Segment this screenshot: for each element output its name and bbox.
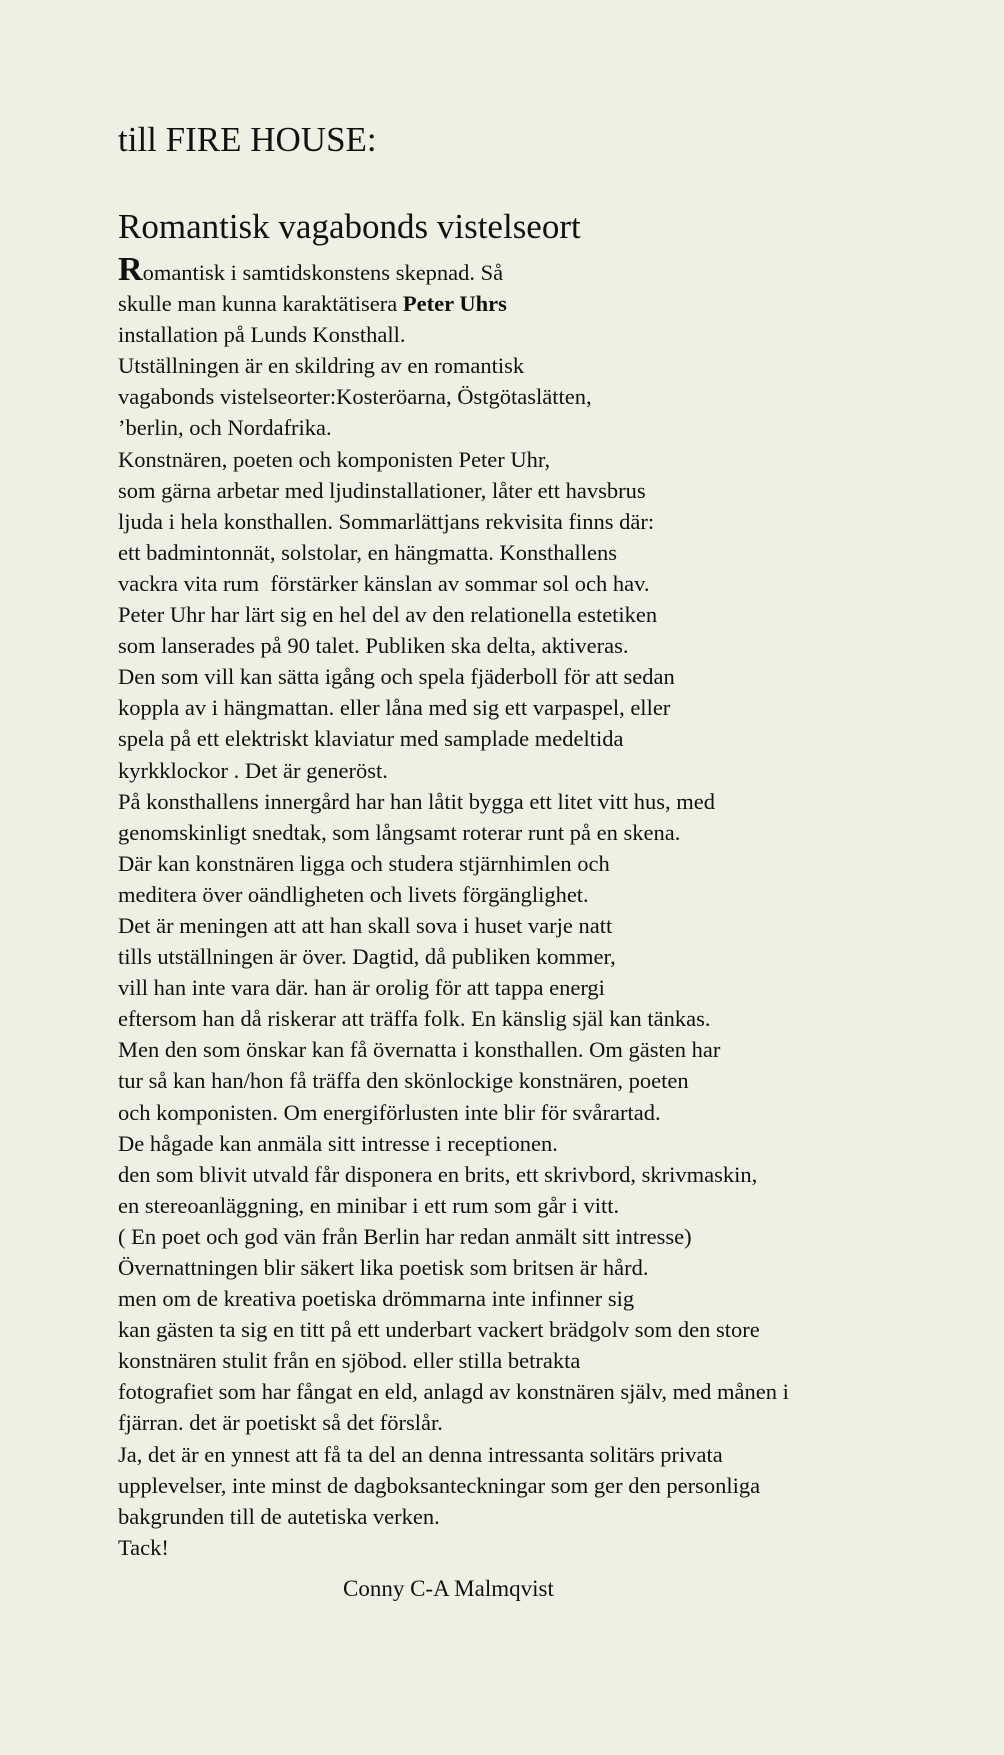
body-line: tills utställningen är över. Dagtid, då publiken kommer, <box>118 944 616 970</box>
body-line: meditera över oändligheten och livets förgänglighet. <box>118 881 589 907</box>
drop-cap: R <box>118 251 143 288</box>
recipient-heading: till FIRE HOUSE: <box>118 120 377 159</box>
article-title: Romantisk vagabonds vistelseort <box>118 207 581 246</box>
second-line-text: skulle man kunna karaktätisera <box>118 291 403 317</box>
body-line: ’berlin, och Nordafrika. <box>118 415 332 441</box>
body-line: genomskinligt snedtak, som långsamt roterar runt på en skena. <box>118 819 681 845</box>
body-line: Där kan konstnären ligga och studera stjärnhimlen och <box>118 850 610 876</box>
body-line-2 <box>118 288 978 319</box>
body-line: fjärran. det är poetiskt så det förslår. <box>118 1410 443 1436</box>
body-line: spela på ett elektriskt klaviatur med samplade medeltida <box>118 726 624 752</box>
body-line: koppla av i hängmattan. eller låna med sig ett varpaspel, eller <box>118 695 671 721</box>
body-line: den som blivit utvald får disponera en brits, ett skrivbord, skrivmaskin, <box>118 1161 758 1187</box>
body-line: en stereoanläggning, en minibar i ett rum som går i vitt. <box>118 1192 620 1218</box>
body-line: ett badmintonnät, solstolar, en hängmatta. Konsthallens <box>118 539 617 565</box>
body-line: Det är meningen att att han skall sova i huset varje natt <box>118 912 613 938</box>
body-line: installation på Lunds Konsthall. <box>118 322 406 348</box>
body-line: vill han inte vara där. han är orolig för att tappa energi <box>118 975 605 1001</box>
body-line-1 <box>118 251 978 288</box>
body-line: upplevelser, inte minst de dagboksanteckningar som ger den personliga <box>118 1472 761 1498</box>
body-line: Peter Uhr har lärt sig en hel del av den relationella estetiken <box>118 602 658 628</box>
body-line: som gärna arbetar med ljudinstallationer, låter ett havsbrus <box>118 477 646 503</box>
first-line-text: omantisk i samtidskonstens skepnad. Så <box>142 260 504 285</box>
body-line: kan gästen ta sig en titt på ett underbart vackert brädgolv som den store <box>118 1317 760 1343</box>
body-line: eftersom han då riskerar att träffa folk. En känslig själ kan tänkas. <box>118 1006 711 1032</box>
body-line: konstnären stulit från en sjöbod. eller stilla betrakta <box>118 1348 581 1374</box>
body-line: tur så kan han/hon få träffa den skönlockige konstnären, poeten <box>118 1068 689 1094</box>
body-line: Övernattningen blir säkert lika poetisk som britsen är hård. <box>118 1255 649 1280</box>
body-line: ( En poet och god vän från Berlin har redan anmält sitt intresse) <box>118 1223 692 1249</box>
body-lines <box>118 319 978 1563</box>
article-body <box>118 251 978 1563</box>
body-line: som lanserades på 90 talet. Publiken ska delta, aktiveras. <box>118 633 629 659</box>
body-line: vagabonds vistelseorter:Kosteröarna, Östgötaslätten, <box>118 384 592 410</box>
signature: Conny C-A Malmqvist <box>343 1576 554 1601</box>
body-line: Konstnären, poeten och komponisten Peter Uhr, <box>118 446 551 472</box>
body-line: bakgrunden till de autetiska verken. <box>118 1503 440 1529</box>
body-line: vackra vita rum förstärker känslan av sommar sol och hav. <box>118 570 650 596</box>
body-line: kyrkklockor . Det är generöst. <box>118 757 388 783</box>
body-line: men om de kreativa poetiska drömmarna inte infinner sig <box>118 1286 635 1312</box>
body-line: ljuda i hela konsthallen. Sommarlättjans rekvisita finns där: <box>118 508 655 534</box>
body-line: Ja, det är en ynnest att få ta del an denna intressanta solitärs privata <box>118 1441 723 1467</box>
body-line: De hågade kan anmäla sitt intresse i receptionen. <box>118 1130 558 1156</box>
body-line: fotografiet som har fångat en eld, anlagd av konstnären själv, med månen i <box>118 1379 789 1405</box>
body-line: Men den som önskar kan få övernatta i konsthallen. Om gästen har <box>118 1037 721 1063</box>
body-line: På konsthallens innergård har han låtit bygga ett litet vitt hus, med <box>118 788 715 814</box>
body-line: Den som vill kan sätta igång och spela fjäderboll för att sedan <box>118 664 675 690</box>
body-line: Utställningen är en skildring av en romantisk <box>118 353 525 379</box>
body-line: och komponisten. Om energiförlusten inte blir för svårartad. <box>118 1099 661 1125</box>
artist-name: Peter Uhrs <box>402 291 507 317</box>
body-line: Tack! <box>118 1534 169 1560</box>
